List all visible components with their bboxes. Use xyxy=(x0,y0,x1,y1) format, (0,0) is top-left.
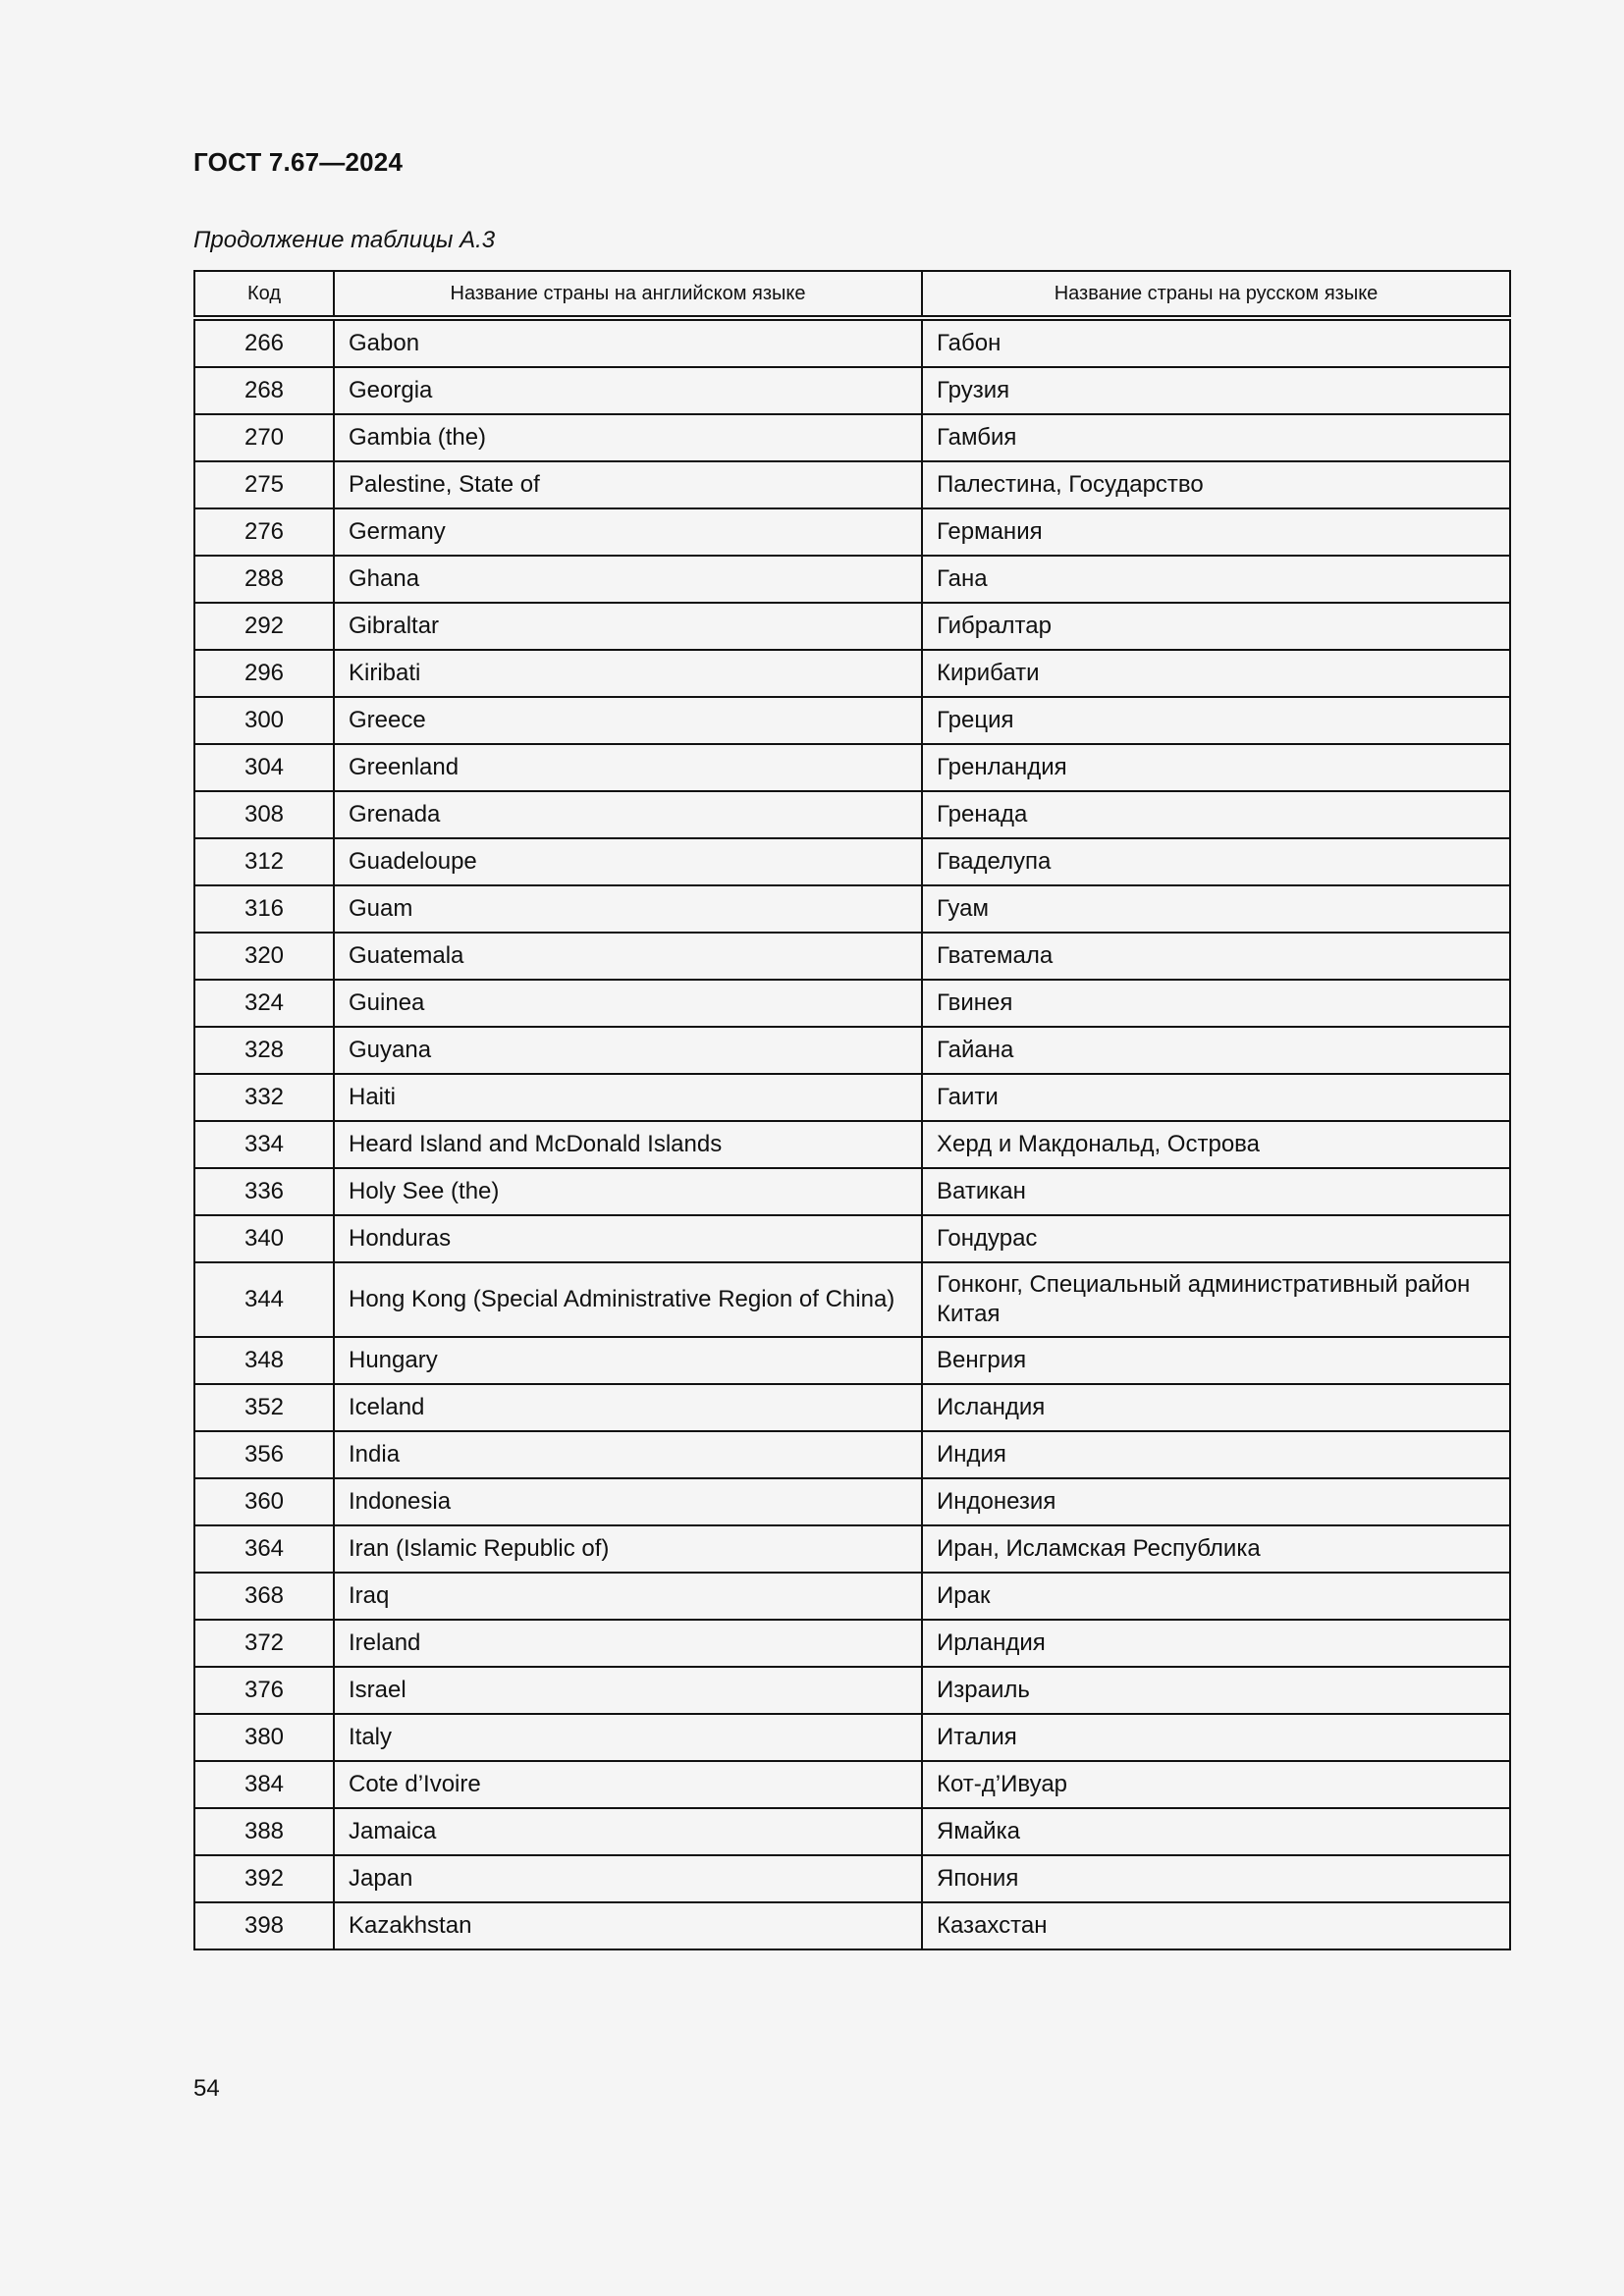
english-name-cell: Greenland xyxy=(334,744,922,791)
document-header: ГОСТ 7.67—2024 xyxy=(193,147,404,177)
country-codes-table xyxy=(193,270,1511,1950)
table-row xyxy=(194,838,1510,885)
russian-name-cell: Палестина, Государство xyxy=(922,461,1510,508)
russian-name-cell: Гуам xyxy=(922,885,1510,933)
code-cell: 384 xyxy=(194,1761,334,1808)
russian-name-cell: Израиль xyxy=(922,1667,1510,1714)
code-cell: 392 xyxy=(194,1855,334,1902)
table-row xyxy=(194,603,1510,650)
table-row xyxy=(194,1027,1510,1074)
code-cell: 352 xyxy=(194,1384,334,1431)
table-body xyxy=(194,318,1510,1949)
code-cell: 336 xyxy=(194,1168,334,1215)
page-number: 54 xyxy=(193,2075,220,2102)
table-row xyxy=(194,1431,1510,1478)
code-cell: 344 xyxy=(194,1262,334,1337)
code-cell: 300 xyxy=(194,697,334,744)
english-name-cell: Guam xyxy=(334,885,922,933)
table-row xyxy=(194,1478,1510,1525)
russian-name-cell: Италия xyxy=(922,1714,1510,1761)
english-name-cell: Jamaica xyxy=(334,1808,922,1855)
russian-name-cell: Гренада xyxy=(922,791,1510,838)
english-name-cell: Guyana xyxy=(334,1027,922,1074)
table-row xyxy=(194,697,1510,744)
russian-name-cell: Гана xyxy=(922,556,1510,603)
english-name-cell: Hong Kong (Special Administrative Region of China) xyxy=(334,1262,922,1337)
table-row xyxy=(194,744,1510,791)
table-row xyxy=(194,508,1510,556)
table-row xyxy=(194,1525,1510,1573)
russian-name-cell: Греция xyxy=(922,697,1510,744)
code-cell: 320 xyxy=(194,933,334,980)
english-name-cell: India xyxy=(334,1431,922,1478)
code-cell: 356 xyxy=(194,1431,334,1478)
table-row xyxy=(194,650,1510,697)
english-name-cell: Haiti xyxy=(334,1074,922,1121)
code-cell: 288 xyxy=(194,556,334,603)
english-name-cell: Heard Island and McDonald Islands xyxy=(334,1121,922,1168)
table-row xyxy=(194,1384,1510,1431)
russian-name-cell: Индонезия xyxy=(922,1478,1510,1525)
russian-name-cell: Исландия xyxy=(922,1384,1510,1431)
code-cell: 368 xyxy=(194,1573,334,1620)
english-name-cell: Guadeloupe xyxy=(334,838,922,885)
english-name-cell: Kazakhstan xyxy=(334,1902,922,1949)
code-cell: 268 xyxy=(194,367,334,414)
country-table-container xyxy=(193,270,1509,1950)
table-row xyxy=(194,1714,1510,1761)
english-name-cell: Gambia (the) xyxy=(334,414,922,461)
table-row xyxy=(194,1808,1510,1855)
table-row xyxy=(194,367,1510,414)
table-row xyxy=(194,933,1510,980)
russian-name-cell: Габон xyxy=(922,318,1510,367)
table-row xyxy=(194,1620,1510,1667)
russian-name-cell: Херд и Макдональд, Острова xyxy=(922,1121,1510,1168)
code-cell: 380 xyxy=(194,1714,334,1761)
table-row xyxy=(194,414,1510,461)
code-cell: 340 xyxy=(194,1215,334,1262)
code-cell: 324 xyxy=(194,980,334,1027)
english-name-cell: Ireland xyxy=(334,1620,922,1667)
header-russian-name: Название страны на русском языке xyxy=(922,271,1510,318)
russian-name-cell: Гвинея xyxy=(922,980,1510,1027)
english-name-cell: Indonesia xyxy=(334,1478,922,1525)
code-cell: 348 xyxy=(194,1337,334,1384)
code-cell: 304 xyxy=(194,744,334,791)
russian-name-cell: Гибралтар xyxy=(922,603,1510,650)
english-name-cell: Greece xyxy=(334,697,922,744)
table-caption: Продолжение таблицы А.3 xyxy=(193,227,496,253)
english-name-cell: Germany xyxy=(334,508,922,556)
code-cell: 270 xyxy=(194,414,334,461)
english-name-cell: Guinea xyxy=(334,980,922,1027)
table-header-row xyxy=(194,271,1510,318)
table-row xyxy=(194,318,1510,367)
table-row xyxy=(194,1761,1510,1808)
russian-name-cell: Кот-д’Ивуар xyxy=(922,1761,1510,1808)
russian-name-cell: Венгрия xyxy=(922,1337,1510,1384)
code-cell: 372 xyxy=(194,1620,334,1667)
table-row xyxy=(194,1337,1510,1384)
table-row xyxy=(194,1215,1510,1262)
english-name-cell: Iceland xyxy=(334,1384,922,1431)
table-row xyxy=(194,885,1510,933)
english-name-cell: Japan xyxy=(334,1855,922,1902)
english-name-cell: Gibraltar xyxy=(334,603,922,650)
code-cell: 296 xyxy=(194,650,334,697)
russian-name-cell: Индия xyxy=(922,1431,1510,1478)
russian-name-cell: Гренландия xyxy=(922,744,1510,791)
code-cell: 398 xyxy=(194,1902,334,1949)
header-english-name: Название страны на английском языке xyxy=(334,271,922,318)
english-name-cell: Guatemala xyxy=(334,933,922,980)
english-name-cell: Israel xyxy=(334,1667,922,1714)
english-name-cell: Ghana xyxy=(334,556,922,603)
english-name-cell: Italy xyxy=(334,1714,922,1761)
code-cell: 275 xyxy=(194,461,334,508)
russian-name-cell: Гватемала xyxy=(922,933,1510,980)
table-row xyxy=(194,556,1510,603)
russian-name-cell: Гаити xyxy=(922,1074,1510,1121)
code-cell: 364 xyxy=(194,1525,334,1573)
russian-name-cell: Гондурас xyxy=(922,1215,1510,1262)
code-cell: 332 xyxy=(194,1074,334,1121)
code-cell: 388 xyxy=(194,1808,334,1855)
code-cell: 312 xyxy=(194,838,334,885)
russian-name-cell: Казахстан xyxy=(922,1902,1510,1949)
english-name-cell: Hungary xyxy=(334,1337,922,1384)
english-name-cell: Georgia xyxy=(334,367,922,414)
english-name-cell: Honduras xyxy=(334,1215,922,1262)
table-row xyxy=(194,1074,1510,1121)
english-name-cell: Grenada xyxy=(334,791,922,838)
russian-name-cell: Ямайка xyxy=(922,1808,1510,1855)
english-name-cell: Kiribati xyxy=(334,650,922,697)
table-row xyxy=(194,461,1510,508)
code-cell: 334 xyxy=(194,1121,334,1168)
english-name-cell: Palestine, State of xyxy=(334,461,922,508)
code-cell: 328 xyxy=(194,1027,334,1074)
table-row xyxy=(194,1168,1510,1215)
code-cell: 292 xyxy=(194,603,334,650)
code-cell: 360 xyxy=(194,1478,334,1525)
code-cell: 316 xyxy=(194,885,334,933)
header-code: Код xyxy=(194,271,334,318)
english-name-cell: Holy See (the) xyxy=(334,1168,922,1215)
code-cell: 376 xyxy=(194,1667,334,1714)
russian-name-cell: Ирландия xyxy=(922,1620,1510,1667)
table-row xyxy=(194,1902,1510,1949)
russian-name-cell: Япония xyxy=(922,1855,1510,1902)
russian-name-cell: Гваделупа xyxy=(922,838,1510,885)
english-name-cell: Gabon xyxy=(334,318,922,367)
table-row xyxy=(194,980,1510,1027)
table-row xyxy=(194,1855,1510,1902)
english-name-cell: Iran (Islamic Republic of) xyxy=(334,1525,922,1573)
russian-name-cell: Кирибати xyxy=(922,650,1510,697)
table-row xyxy=(194,791,1510,838)
table-row xyxy=(194,1573,1510,1620)
english-name-cell: Iraq xyxy=(334,1573,922,1620)
russian-name-cell: Грузия xyxy=(922,367,1510,414)
table-row xyxy=(194,1121,1510,1168)
table-row xyxy=(194,1667,1510,1714)
russian-name-cell: Ватикан xyxy=(922,1168,1510,1215)
code-cell: 276 xyxy=(194,508,334,556)
russian-name-cell: Иран, Исламская Республика xyxy=(922,1525,1510,1573)
russian-name-cell: Ирак xyxy=(922,1573,1510,1620)
table-row xyxy=(194,1262,1510,1337)
russian-name-cell: Гайана xyxy=(922,1027,1510,1074)
code-cell: 308 xyxy=(194,791,334,838)
russian-name-cell: Гамбия xyxy=(922,414,1510,461)
russian-name-cell: Германия xyxy=(922,508,1510,556)
russian-name-cell: Гонконг, Специальный административный район Китая xyxy=(922,1262,1510,1337)
code-cell: 266 xyxy=(194,318,334,367)
english-name-cell: Cote d’Ivoire xyxy=(334,1761,922,1808)
